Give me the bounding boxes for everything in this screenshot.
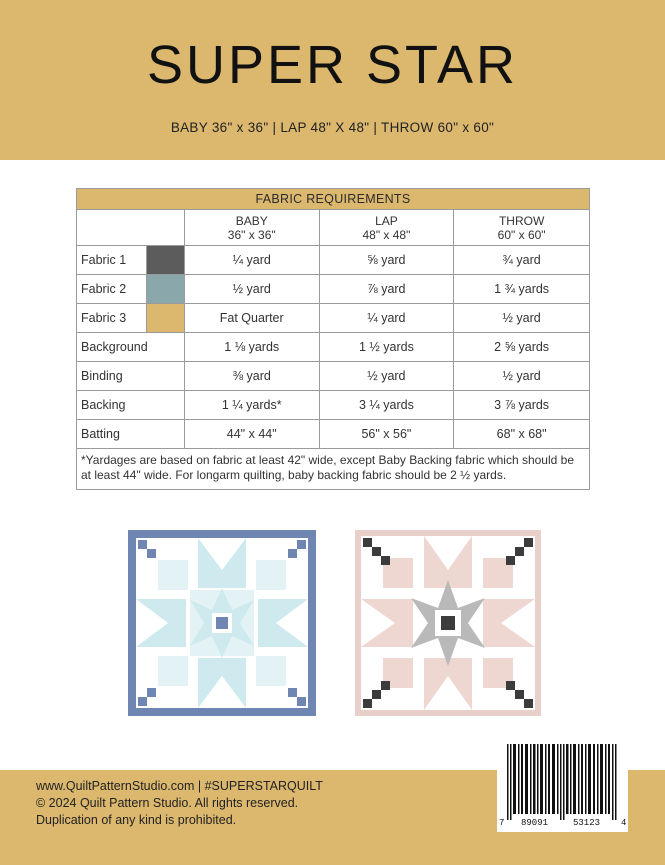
fabric-requirements-table [76, 188, 590, 490]
cell-throw: ¾ yard [454, 246, 590, 275]
column-header-baby: BABY 36" x 36" [184, 210, 319, 246]
row-label: Backing [77, 391, 185, 420]
cell-lap: ¼ yard [319, 304, 454, 333]
cell-lap: 1 ½ yards [319, 333, 454, 362]
table-row [77, 246, 590, 275]
swatch-fabric-3 [147, 304, 184, 332]
fabric-swatch [146, 304, 184, 333]
cell-baby: ¼ yard [184, 246, 319, 275]
cell-lap: ⅝ yard [319, 246, 454, 275]
cell-throw: 1 ¾ yards [454, 275, 590, 304]
row-label: Binding [77, 362, 185, 391]
row-label: Fabric 1 [77, 246, 147, 275]
barcode-bars [497, 740, 628, 820]
row-label: Fabric 2 [77, 275, 147, 304]
table-row [77, 391, 590, 420]
cell-throw: 2 ⅝ yards [454, 333, 590, 362]
quilt-pink-svg [355, 530, 541, 716]
quilt-blue-svg [128, 530, 316, 716]
table-row [77, 333, 590, 362]
fabric-swatch [146, 275, 184, 304]
barcode [497, 740, 628, 832]
cell-baby: ½ yard [184, 275, 319, 304]
row-label: Background [77, 333, 185, 362]
barcode-group-1: 89091 [521, 818, 549, 828]
cell-baby: 1 ¼ yards* [184, 391, 319, 420]
footer-notice: Duplication of any kind is prohibited. [36, 813, 237, 827]
table-row [77, 420, 590, 449]
page-title: SUPER STAR [146, 35, 519, 95]
barcode-digit-last: 4 [621, 818, 627, 828]
fabric-swatch [146, 246, 184, 275]
quilt-image-blue [128, 530, 316, 716]
barcode-group-2: 53123 [573, 818, 601, 828]
footer-copyright: © 2024 Quilt Pattern Studio. All rights reserved. [36, 796, 299, 810]
cell-baby: Fat Quarter [184, 304, 319, 333]
swatch-fabric-2 [147, 275, 184, 303]
swatch-fabric-1 [147, 246, 184, 274]
cell-lap: ½ yard [319, 362, 454, 391]
cell-throw: 68" x 68" [454, 420, 590, 449]
cell-lap: 3 ¼ yards [319, 391, 454, 420]
cell-throw: ½ yard [454, 304, 590, 333]
cell-baby: 1 ⅛ yards [184, 333, 319, 362]
cell-lap: 56" x 56" [319, 420, 454, 449]
cell-throw: 3 ⅞ yards [454, 391, 590, 420]
table-row [77, 275, 590, 304]
cell-throw: ½ yard [454, 362, 590, 391]
cell-baby: ⅜ yard [184, 362, 319, 391]
header-blank [77, 210, 185, 246]
column-header-throw: THROW 60" x 60" [454, 210, 590, 246]
row-label: Fabric 3 [77, 304, 147, 333]
table-row [77, 362, 590, 391]
yardage-note: *Yardages are based on fabric at least 42" wide, except Baby Backing fabric which should be at least 44" wide. For longarm quilting, baby backing fabric should be 2 ½ yards. [77, 449, 590, 490]
footer-website: www.QuiltPatternStudio.com | #SUPERSTARQUILT [36, 779, 323, 793]
size-subtitle: BABY 36" x 36" | LAP 48" X 48" | THROW 60" x 60" [170, 120, 495, 135]
table-row [77, 304, 590, 333]
cell-baby: 44" x 44" [184, 420, 319, 449]
row-label: Batting [77, 420, 185, 449]
table-caption: FABRIC REQUIREMENTS [77, 189, 590, 210]
quilt-image-pink [355, 530, 543, 716]
footer-text [36, 778, 323, 829]
barcode-digit-first: 7 [499, 818, 505, 828]
cell-lap: ⅞ yard [319, 275, 454, 304]
column-header-lap: LAP 48" x 48" [319, 210, 454, 246]
